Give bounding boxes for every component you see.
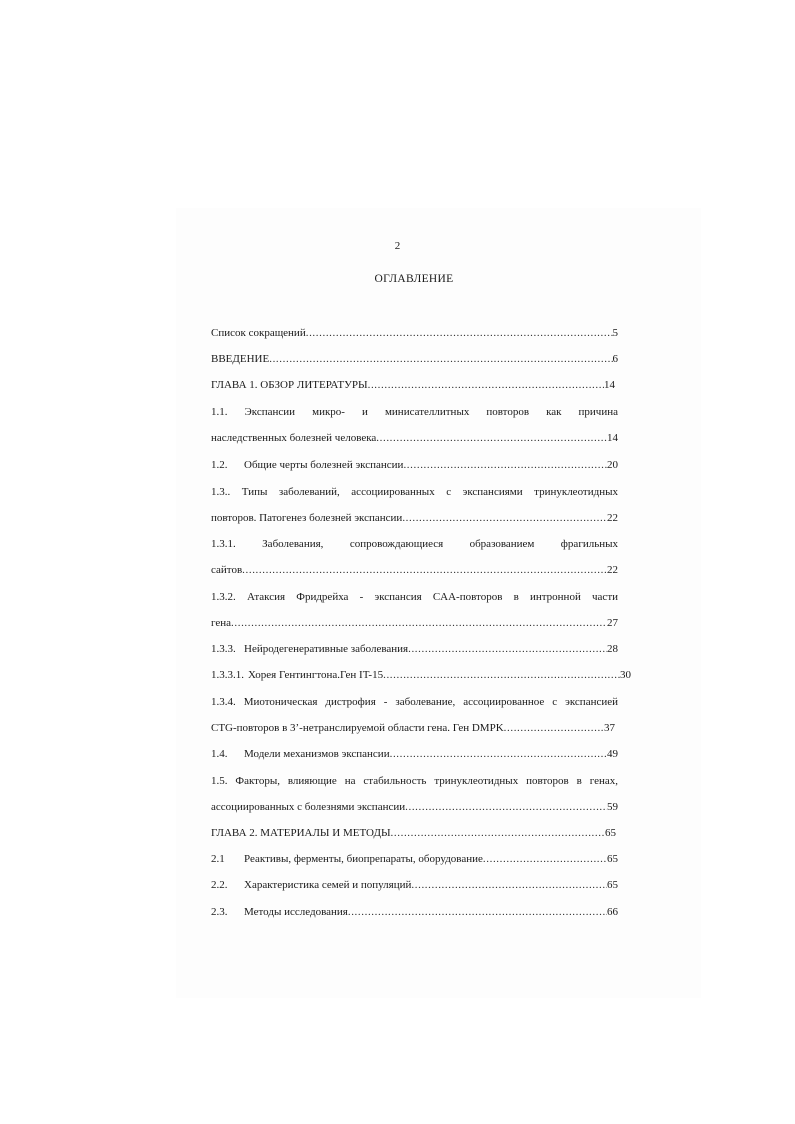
toc-entry-text: гена	[211, 617, 232, 629]
toc-entry-page: 27	[607, 617, 618, 629]
toc-entry[interactable]	[211, 667, 631, 683]
toc-entry-text: повторов. Патогенез болезней экспансии	[211, 512, 403, 524]
leader-dots	[405, 799, 607, 815]
toc-entry-line2[interactable]	[211, 615, 618, 631]
page-number: 2	[394, 240, 401, 252]
toc-entry-text: Факторы, влияющие на стабильность тринуклеотидных повторов в генах,	[235, 775, 619, 787]
toc-entry-line2[interactable]	[211, 799, 618, 815]
leader-dots	[383, 667, 620, 683]
toc-entry-text: Типы заболеваний, ассоциированных с экспансиями тринуклеотидных	[241, 486, 618, 498]
toc-entry-line1[interactable]	[211, 773, 618, 789]
toc-entry-text: Общие черты болезней экспансии	[244, 459, 404, 471]
toc-entry-line2[interactable]	[211, 720, 615, 736]
toc-entry-text: ассоциированных с болезнями экспансии	[211, 801, 406, 813]
toc-entry-line2[interactable]	[211, 510, 618, 526]
toc-entry[interactable]	[211, 325, 618, 341]
toc-entry-number: 1.3.4.	[211, 696, 236, 708]
toc-entry[interactable]	[211, 377, 615, 393]
leader-dots	[269, 351, 612, 367]
toc-entry-line2[interactable]	[211, 430, 618, 446]
toc-entry-line1[interactable]	[211, 404, 618, 420]
toc-entry-number: 1.1.	[211, 406, 228, 418]
toc-entry[interactable]	[211, 351, 618, 367]
toc-entry-line1[interactable]	[211, 484, 618, 500]
leader-dots	[391, 825, 605, 841]
toc-entry-number: 1.2.	[211, 459, 228, 471]
toc-entry-line2[interactable]	[211, 562, 618, 578]
toc-entry-number: 2.2.	[211, 879, 228, 891]
toc-entry-page: 20	[607, 459, 618, 471]
toc-entry-text: сайтов	[211, 564, 243, 576]
toc-entry-number: 1.3.3.	[211, 643, 236, 655]
toc-entry-number: 2.3.	[211, 906, 228, 918]
toc-entry-text: Реактивы, ферменты, биопрепараты, оборудование	[244, 853, 483, 865]
toc-entry-page: 14	[607, 432, 618, 444]
toc-entry-page: 59	[607, 801, 618, 813]
toc-entry-page: 5	[612, 327, 618, 339]
toc-entry[interactable]	[211, 746, 618, 762]
toc-title: ОГЛАВЛЕНИЕ	[374, 273, 454, 285]
toc-entry[interactable]	[211, 904, 618, 920]
toc-entry-text: Атаксия Фридрейха - экспансия CAA-повторов в интронной части	[246, 591, 619, 603]
toc-entry-number: 1.3..	[211, 486, 231, 498]
toc-entry[interactable]	[211, 641, 618, 657]
leader-dots	[368, 377, 604, 393]
toc-entry-line1[interactable]	[211, 536, 618, 552]
toc-entry[interactable]	[211, 457, 618, 473]
leader-dots	[403, 457, 607, 473]
toc-entry-number: 1.3.1.	[211, 538, 236, 550]
toc-entry-page: 65	[605, 827, 616, 839]
leader-dots	[376, 430, 607, 446]
toc-entry[interactable]	[211, 877, 618, 893]
toc-entry-text: Модели механизмов экспансии	[244, 748, 390, 760]
leader-dots	[483, 851, 607, 867]
toc-entry-page: 22	[607, 512, 618, 524]
toc-entry-page: 22	[607, 564, 618, 576]
toc-entry-number: 1.4.	[211, 748, 228, 760]
toc-entry-text: наследственных болезней человека	[211, 432, 377, 444]
toc-entry-number: 1.3.3.1.	[211, 669, 244, 681]
leader-dots	[408, 641, 607, 657]
leader-dots	[411, 877, 607, 893]
toc-entry-page: 65	[607, 853, 618, 865]
toc-entry-text: ГЛАВА 2. МАТЕРИАЛЫ И МЕТОДЫ	[211, 827, 391, 839]
toc-entry-text: CTG-повторов в 3’-нетранслируемой области гена. Ген DMPK	[211, 722, 504, 734]
toc-entry-page: 37	[604, 722, 615, 734]
leader-dots	[504, 720, 604, 736]
toc-entry-text: ВВЕДЕНИЕ	[211, 353, 270, 365]
toc-entry-number: 2.1	[211, 853, 225, 865]
toc-entry[interactable]	[211, 851, 618, 867]
toc-entry-text: Список сокращений	[211, 327, 306, 339]
leader-dots	[390, 746, 607, 762]
toc-entry-number: 1.3.2.	[211, 591, 236, 603]
toc-entry-page: 6	[612, 353, 618, 365]
leader-dots	[231, 615, 607, 631]
toc-entry-text: Хорея Гентингтона.Ген IT-15	[248, 669, 384, 681]
toc-entry-page: 65	[607, 879, 618, 891]
leader-dots	[242, 562, 607, 578]
toc-entry-text: Экспансии микро- и минисателлитных повторов как причина	[244, 406, 618, 418]
leader-dots	[348, 904, 607, 920]
toc-entry-page: 49	[607, 748, 618, 760]
toc-entry-page: 30	[620, 669, 631, 681]
toc-entry[interactable]	[211, 825, 616, 841]
toc-entry-page: 14	[604, 379, 615, 391]
toc-entry-line1[interactable]	[211, 589, 618, 605]
toc-entry-page: 28	[607, 643, 618, 655]
leader-dots	[306, 325, 613, 341]
toc-entry-text: ГЛАВА 1. ОБЗОР ЛИТЕРАТУРЫ	[211, 379, 368, 391]
toc-entry-text: Миотоническая дистрофия - заболевание, ассоциированное с экспансией	[243, 696, 618, 708]
toc-entry-text: Методы исследования	[244, 906, 348, 918]
toc-entry-line1[interactable]	[211, 694, 618, 710]
toc-entry-text: Характеристика семей и популяций	[244, 879, 412, 891]
toc-entry-page: 66	[607, 906, 618, 918]
toc-entry-number: 1.5.	[211, 775, 228, 787]
toc-entry-text: Заболевания, сопровождающиеся образованием фрагильных	[262, 538, 618, 550]
leader-dots	[402, 510, 607, 526]
toc-entry-text: Нейродегенеративные заболевания	[244, 643, 409, 655]
